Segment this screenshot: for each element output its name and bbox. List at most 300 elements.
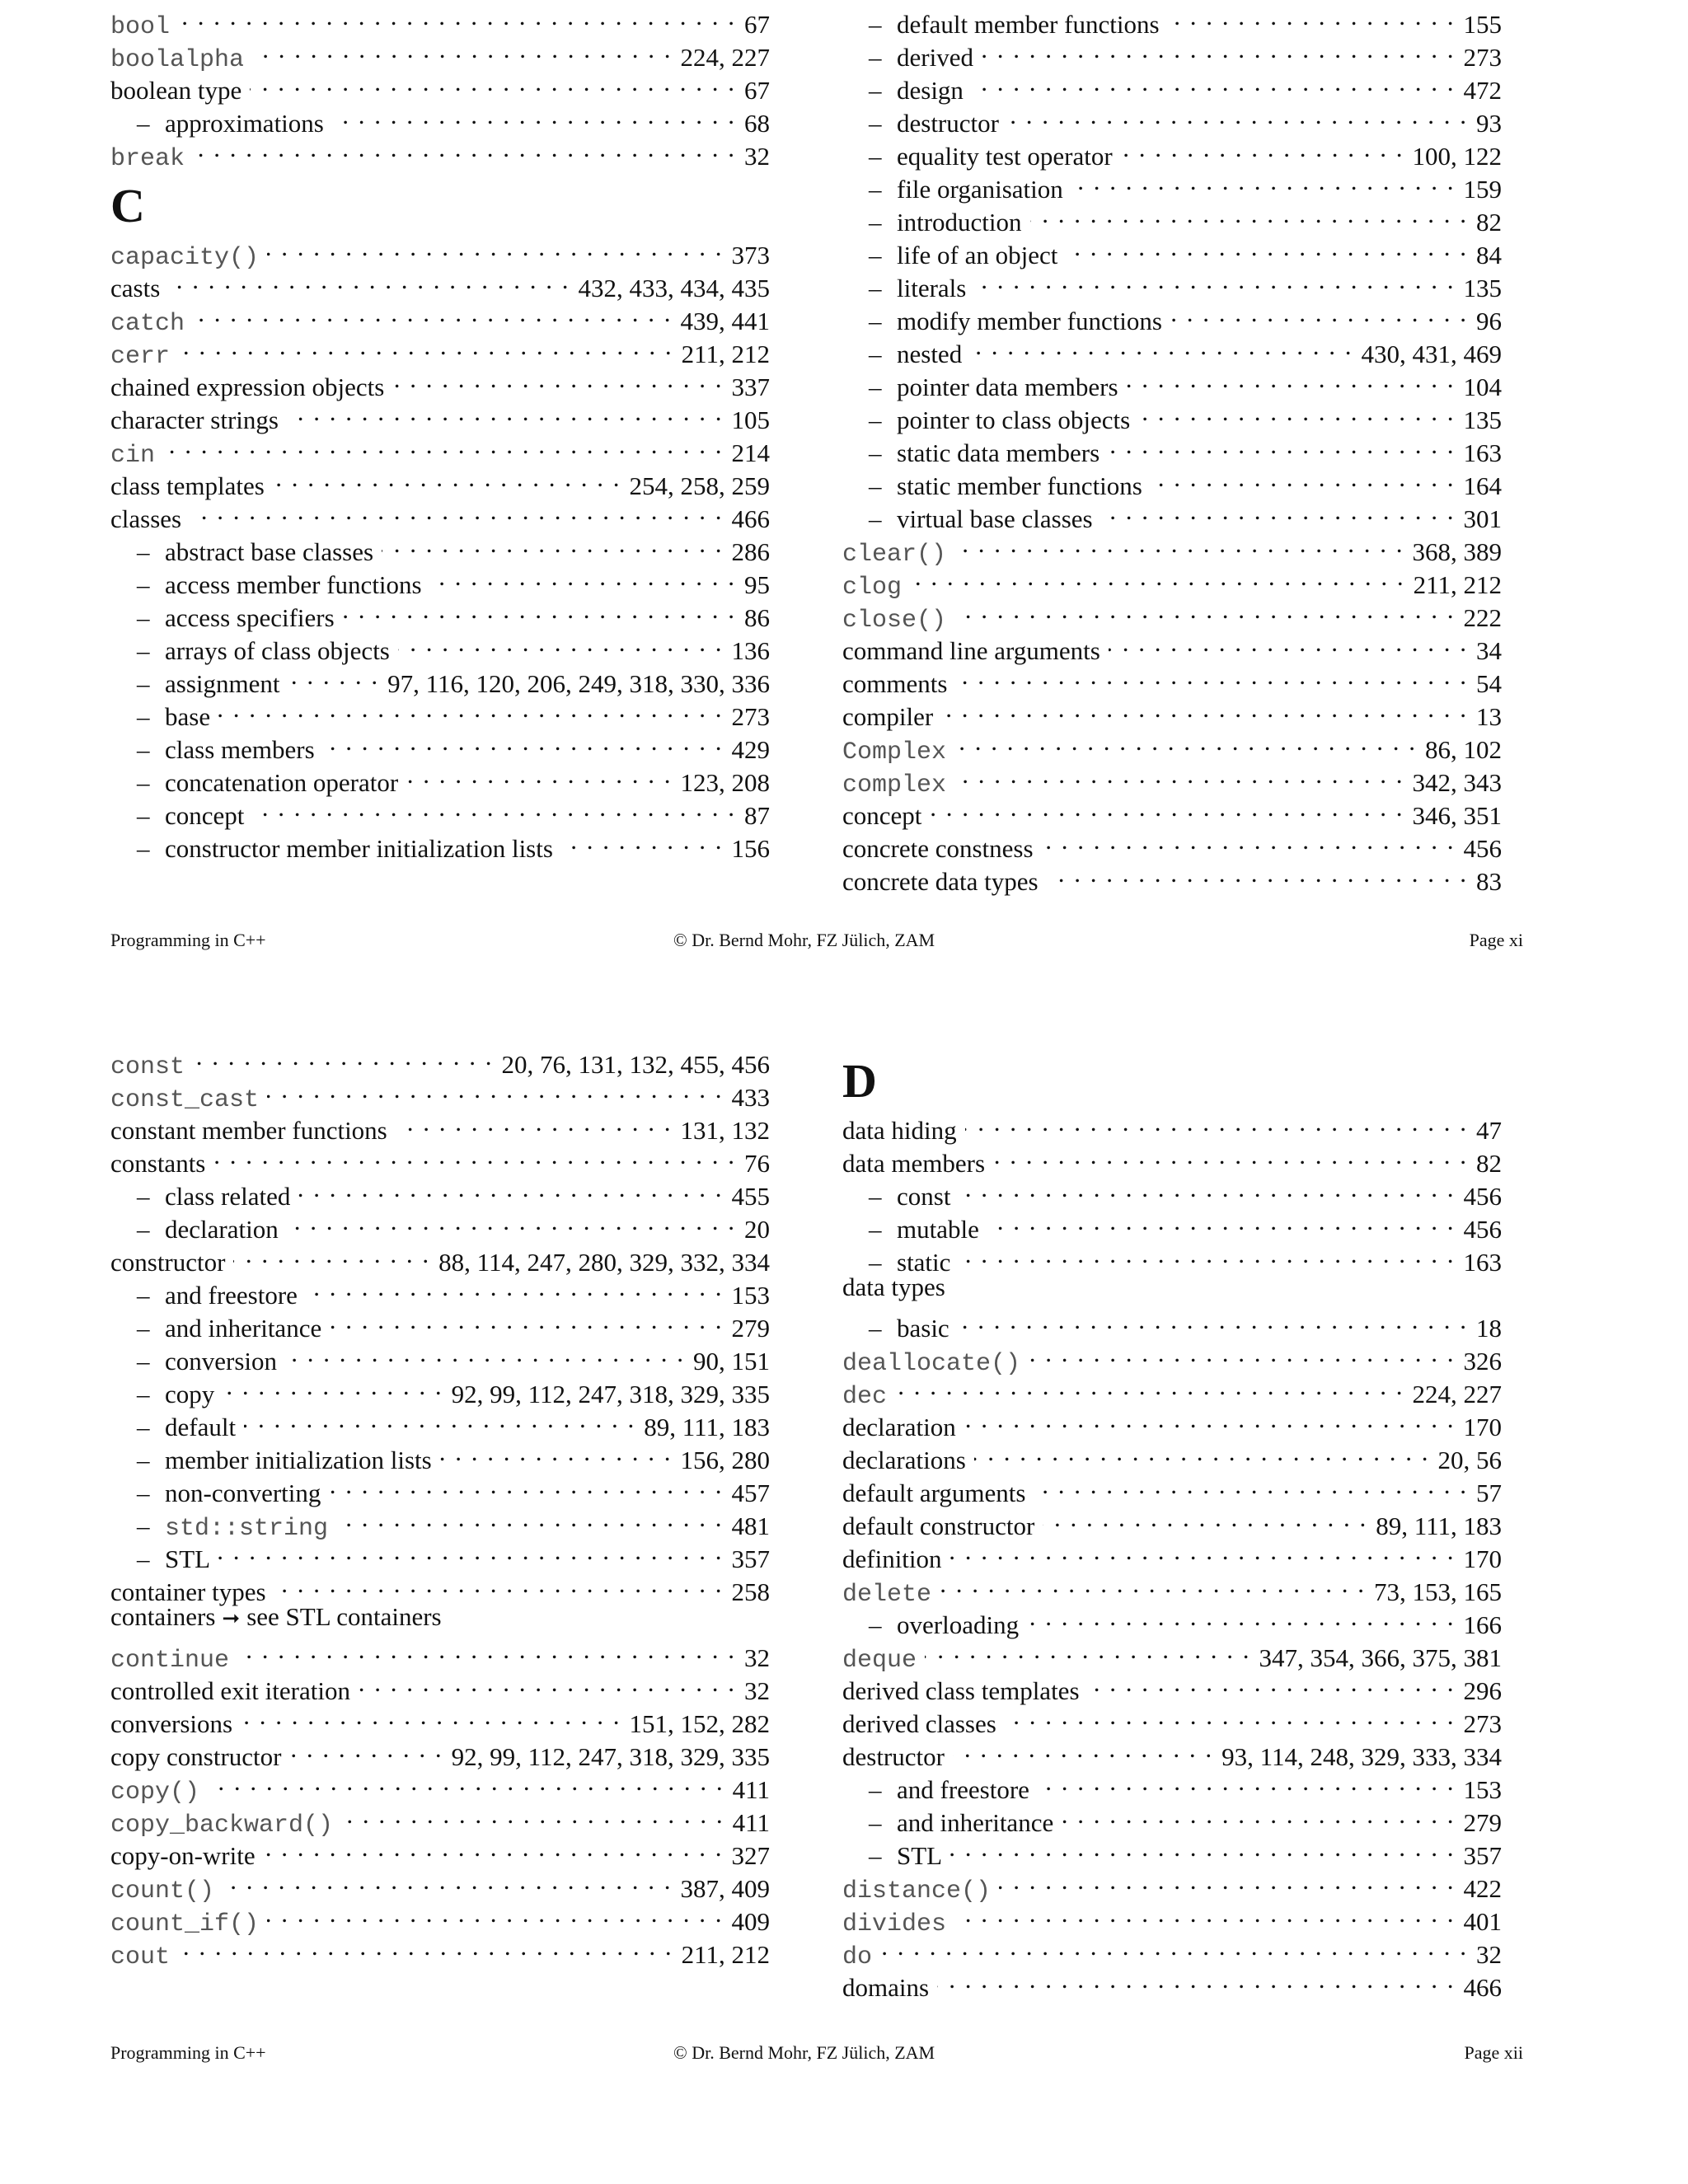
dot-leader — [274, 1568, 724, 1601]
dot-leader — [1062, 1798, 1455, 1831]
dot-leader — [950, 1535, 1456, 1568]
index-term-text: virtual base classes — [897, 504, 1093, 533]
page-references: 73, 153, 165 — [1374, 1577, 1502, 1606]
dot-leader — [223, 1370, 443, 1403]
subentry-dash: – — [137, 570, 150, 599]
dot-leader — [218, 692, 723, 725]
subentry-dash: – — [869, 10, 882, 39]
index-term — [842, 1576, 931, 1611]
page-references: 32 — [744, 1676, 770, 1705]
index-term — [869, 107, 999, 140]
subentry-dash: – — [137, 603, 150, 632]
index-entry — [842, 1963, 1502, 2002]
subentry-dash: – — [137, 1281, 150, 1310]
index-term — [110, 41, 244, 77]
index-term — [110, 1872, 214, 1908]
index-term-text: access specifiers — [165, 603, 335, 632]
page-references: 373 — [731, 241, 770, 269]
index-term-text: Complex — [842, 738, 947, 766]
index-term-text: approximations — [165, 109, 324, 138]
index-term — [842, 1642, 917, 1677]
dot-leader — [1170, 297, 1468, 330]
subentry-dash: – — [137, 1314, 150, 1343]
dot-leader — [178, 0, 736, 33]
dot-leader — [343, 593, 736, 626]
page-references: 68 — [744, 109, 770, 138]
index-term-text: copy constructor — [110, 1742, 282, 1771]
subentry-dash: – — [137, 801, 150, 830]
subentry-dash: – — [137, 1511, 150, 1540]
index-entry — [842, 692, 1502, 731]
index-term — [110, 305, 185, 340]
dot-leader — [1138, 396, 1455, 429]
page-references: 387, 409 — [680, 1874, 770, 1903]
dot-leader — [895, 1370, 1404, 1403]
index-term-text: constructor member initialization lists — [165, 834, 553, 863]
dot-leader — [930, 791, 1404, 824]
page-references: 20, 76, 131, 132, 455, 456 — [501, 1050, 770, 1079]
dot-leader — [289, 1732, 443, 1765]
index-term — [137, 733, 315, 766]
page-xi-right-column — [842, 0, 1502, 896]
page-references: 96 — [1476, 307, 1502, 335]
subentry-dash: – — [869, 1808, 882, 1837]
page-references: 153 — [1463, 1775, 1502, 1804]
index-term-text: compiler — [842, 702, 934, 731]
dot-leader — [233, 1238, 430, 1271]
dot-leader — [1043, 1502, 1367, 1535]
subentry-dash: – — [869, 76, 882, 105]
index-term-text: domains — [842, 1973, 930, 2002]
dot-leader — [970, 330, 1353, 363]
dot-leader — [332, 99, 736, 132]
footer-copyright: © Dr. Bernd Mohr, FZ Jülich, ZAM — [673, 2042, 935, 2063]
index-term — [842, 865, 1039, 898]
dot-leader — [223, 1864, 672, 1897]
index-term — [842, 1543, 942, 1576]
index-entry — [110, 494, 770, 533]
page-references: 254, 258, 259 — [629, 471, 770, 500]
page-references: 32 — [1476, 1940, 1502, 1969]
subentry-dash: – — [869, 274, 882, 302]
index-term-text: overloading — [897, 1610, 1020, 1639]
index-term-text: destructor — [842, 1742, 945, 1771]
index-term-text: STL — [165, 1544, 211, 1573]
index-term-text: complex — [842, 771, 947, 799]
page-references: 301 — [1463, 504, 1502, 533]
index-term-text: command line arguments — [842, 636, 1100, 665]
index-term — [842, 569, 902, 604]
index-entry — [842, 1666, 1502, 1705]
page-references: 222 — [1463, 603, 1502, 632]
index-term-text: distance() — [842, 1877, 992, 1905]
subentry-dash: – — [869, 405, 882, 434]
subentry-dash: – — [137, 537, 150, 566]
page-references: 34 — [1476, 636, 1502, 665]
index-term-text: containers — [110, 1602, 216, 1631]
dot-leader — [1027, 1601, 1455, 1633]
page-xi-left-column — [110, 0, 770, 863]
page-references: 93, 114, 248, 329, 333, 334 — [1221, 1742, 1502, 1771]
page-references: 156, 280 — [680, 1446, 770, 1474]
index-term-text: declaration — [165, 1215, 279, 1244]
index-term — [842, 1114, 957, 1147]
page-references: 273 — [1463, 43, 1502, 72]
index-term-text: controlled exit iteration — [110, 1676, 350, 1705]
index-term-text: copy-on-write — [110, 1841, 256, 1870]
page-references: 32 — [744, 1643, 770, 1672]
page-references: 163 — [1463, 1248, 1502, 1277]
page-references: 411 — [732, 1808, 770, 1837]
page-references: 342, 343 — [1412, 768, 1502, 797]
page-references: 411 — [732, 1775, 770, 1804]
page-references: 135 — [1463, 405, 1502, 434]
index-term-text: cin — [110, 442, 156, 470]
index-term — [869, 41, 973, 74]
dot-leader — [880, 1930, 1468, 1963]
page-references: 47 — [1476, 1116, 1502, 1145]
page-references: 57 — [1476, 1479, 1502, 1507]
dot-leader — [178, 330, 673, 363]
index-term-text: casts — [110, 274, 161, 302]
page-references: 131, 132 — [680, 1116, 770, 1145]
page-references: 13 — [1476, 702, 1502, 731]
dot-leader — [974, 1436, 1430, 1469]
dot-leader — [1007, 99, 1468, 132]
index-term — [110, 437, 155, 472]
dot-leader — [1151, 462, 1456, 494]
dot-leader — [213, 1139, 736, 1172]
index-term — [137, 799, 244, 832]
index-term-text: copy() — [110, 1779, 200, 1807]
index-term — [137, 701, 210, 733]
page-references: 54 — [1476, 669, 1502, 698]
subentry-dash: – — [137, 1479, 150, 1507]
subentry-dash: – — [137, 109, 150, 138]
index-subentry — [110, 1172, 770, 1211]
subentry-dash: – — [137, 1347, 150, 1376]
index-term-text: boolalpha — [110, 46, 245, 74]
page-references: 67 — [744, 10, 770, 39]
subentry-dash: – — [869, 1314, 882, 1343]
footer-course-title: Programming in C++ — [110, 930, 266, 950]
page-references: 279 — [1463, 1808, 1502, 1837]
index-term — [869, 1180, 950, 1213]
dot-leader — [964, 1403, 1456, 1436]
dot-leader — [1121, 132, 1404, 165]
index-term — [869, 404, 1130, 437]
index-term — [137, 602, 335, 635]
dot-leader — [910, 560, 1405, 593]
index-term — [842, 1971, 929, 2004]
footer-course-title: Programming in C++ — [110, 2042, 266, 2063]
index-term — [137, 1543, 210, 1576]
index-term-text: deallocate() — [842, 1350, 1021, 1378]
dot-leader — [298, 1172, 723, 1205]
index-term-text: concrete data types — [842, 867, 1039, 896]
index-term — [869, 74, 964, 107]
page-references: 422 — [1463, 1874, 1502, 1903]
page-references: 357 — [1463, 1841, 1502, 1870]
page-references: 286 — [731, 537, 770, 566]
index-entry — [842, 1271, 1502, 1304]
index-term-text: mutable — [897, 1215, 979, 1244]
dot-leader — [285, 1337, 685, 1370]
index-term-text: conversion — [165, 1347, 278, 1376]
index-term — [842, 602, 946, 637]
page-references: 82 — [1476, 1149, 1502, 1178]
dot-leader — [1071, 165, 1456, 198]
index-entry — [110, 462, 770, 500]
dot-leader — [1034, 1469, 1468, 1502]
index-subentry — [110, 527, 770, 566]
page-references: 18 — [1476, 1314, 1502, 1343]
index-term — [842, 1444, 966, 1477]
index-term — [869, 437, 1100, 470]
index-term — [110, 74, 241, 107]
dot-leader — [250, 66, 736, 99]
index-term — [137, 1477, 321, 1510]
index-term-text: and inheritance — [165, 1314, 322, 1343]
index-entry — [110, 330, 770, 371]
dot-leader — [1029, 1337, 1455, 1370]
index-term-text: member initialization lists — [165, 1446, 432, 1474]
dot-leader — [1101, 494, 1456, 527]
index-entry — [842, 1106, 1502, 1145]
page-references: 95 — [744, 570, 770, 599]
dot-leader — [306, 1271, 724, 1304]
page-references: 88, 114, 247, 280, 329, 332, 334 — [438, 1248, 770, 1277]
subentry-dash: – — [869, 1182, 882, 1211]
page-references: 211, 212 — [681, 1940, 770, 1969]
subentry-dash: – — [869, 43, 882, 72]
index-term-text: modify member functions — [897, 307, 1162, 335]
index-term-text: derived classes — [842, 1709, 996, 1738]
page-references: 83 — [1476, 867, 1502, 896]
subentry-dash: – — [869, 1775, 882, 1804]
index-entry — [110, 1040, 770, 1081]
page-references: 20, 56 — [1437, 1446, 1502, 1474]
subentry-dash: – — [137, 1215, 150, 1244]
index-term-text: continue — [110, 1647, 230, 1675]
page-references: 346, 351 — [1412, 801, 1502, 830]
subentry-dash: – — [869, 1610, 882, 1639]
page-xii-right-column — [842, 1040, 1502, 2002]
index-term-text: static data members — [897, 438, 1100, 467]
page-references: 76 — [744, 1149, 770, 1178]
page-references: 472 — [1463, 76, 1502, 105]
page-references: 368, 389 — [1412, 537, 1502, 566]
page-references: 466 — [731, 504, 770, 533]
index-term — [869, 371, 1118, 404]
page-references: 432, 433, 434, 435 — [578, 274, 770, 302]
index-term-text: capacity() — [110, 244, 260, 272]
index-term — [110, 1147, 205, 1180]
index-entry — [110, 132, 770, 173]
page-references: 457 — [731, 1479, 770, 1507]
page-references: 224, 227 — [1412, 1380, 1502, 1408]
index-term — [137, 832, 553, 865]
subentry-dash: – — [137, 1413, 150, 1441]
index-entry — [110, 429, 770, 470]
index-term-text: do — [842, 1943, 873, 1971]
page-references: 159 — [1463, 175, 1502, 204]
index-term-text: std::string — [165, 1515, 329, 1543]
dot-leader — [1108, 429, 1455, 462]
page-references: 170 — [1463, 1544, 1502, 1573]
page-references: 211, 212 — [681, 340, 770, 368]
index-term-text: container types — [110, 1577, 266, 1606]
dot-leader — [193, 1040, 493, 1073]
index-term — [842, 1938, 872, 1974]
index-term — [842, 832, 1034, 865]
index-entry — [110, 1765, 770, 1807]
index-entry — [110, 231, 770, 272]
page-references: 82 — [1476, 208, 1502, 237]
index-term-text: derived — [897, 43, 973, 72]
page-references: 84 — [1476, 241, 1502, 269]
subentry-dash: – — [137, 735, 150, 764]
page-references: 296 — [1463, 1676, 1502, 1705]
dot-leader — [954, 725, 1417, 758]
page-references: 326 — [1463, 1347, 1502, 1376]
index-entry — [842, 725, 1502, 766]
dot-leader — [252, 33, 672, 66]
page-references: 433 — [731, 1083, 770, 1112]
index-term — [842, 1271, 945, 1304]
index-term — [110, 503, 181, 536]
index-term-text: const_cast — [110, 1086, 260, 1114]
index-term-text: and inheritance — [897, 1808, 1054, 1837]
page-xii-left-column — [110, 1040, 770, 1971]
subentry-dash: – — [869, 142, 882, 171]
index-letter-heading: C — [110, 179, 145, 232]
index-term-text: declaration — [842, 1413, 956, 1441]
index-term-text: clear() — [842, 541, 947, 569]
subentry-dash: – — [137, 636, 150, 665]
index-entry — [842, 824, 1502, 863]
index-term-text: class templates — [110, 471, 265, 500]
index-term — [869, 338, 962, 371]
page-references: 279 — [731, 1314, 770, 1343]
subentry-dash: – — [137, 1182, 150, 1211]
index-term-text: abstract base classes — [165, 537, 374, 566]
dot-leader — [398, 626, 724, 659]
dot-leader — [382, 527, 723, 560]
index-term-text: pointer to class objects — [897, 405, 1131, 434]
index-term-text: close() — [842, 607, 947, 635]
index-term-text: character strings — [110, 405, 279, 434]
subentry-dash: – — [869, 373, 882, 401]
page-references: 92, 99, 112, 247, 318, 329, 335 — [451, 1380, 770, 1408]
index-term — [110, 1601, 442, 1635]
dot-leader — [193, 132, 736, 165]
page-references: 89, 111, 183 — [644, 1413, 770, 1441]
index-term-text: bool — [110, 13, 171, 41]
dot-leader — [396, 1106, 673, 1139]
index-term-text: constructor — [110, 1248, 226, 1277]
dot-leader — [959, 1238, 1455, 1271]
index-entry — [842, 560, 1502, 602]
index-term — [137, 1279, 298, 1312]
dot-leader — [954, 758, 1404, 791]
index-term-text: pointer data members — [897, 373, 1118, 401]
index-subentry — [842, 1601, 1502, 1639]
index-term-text: STL — [897, 1841, 943, 1870]
dot-leader — [561, 824, 724, 857]
index-term-text: access member functions — [165, 570, 422, 599]
index-term — [110, 1642, 229, 1677]
page-references: 430, 431, 469 — [1361, 340, 1502, 368]
subentry-dash: – — [869, 241, 882, 269]
index-entry — [110, 1073, 770, 1114]
dot-leader — [392, 363, 723, 396]
index-term-text: equality test operator — [897, 142, 1113, 171]
page-references: 135 — [1463, 274, 1502, 302]
index-term-text: delete — [842, 1581, 932, 1609]
index-term — [137, 1378, 214, 1411]
subentry-dash: – — [137, 1446, 150, 1474]
index-term-text: classes — [110, 504, 182, 533]
index-term-text: cout — [110, 1943, 171, 1971]
dot-leader — [1066, 231, 1468, 264]
index-term — [110, 8, 170, 44]
page-references: 153 — [731, 1281, 770, 1310]
subentry-dash: – — [869, 471, 882, 500]
page-references: 105 — [731, 405, 770, 434]
dot-leader — [323, 725, 724, 758]
index-letter-heading: D — [842, 1054, 877, 1108]
page-references: 224, 227 — [680, 43, 770, 72]
index-entry — [110, 297, 770, 338]
index-term — [110, 1774, 199, 1809]
index-term — [842, 1411, 956, 1444]
footer-page-number: Page xi — [1469, 930, 1523, 950]
subentry-dash: – — [869, 1841, 882, 1870]
dot-leader — [406, 758, 672, 791]
index-term-text: literals — [897, 274, 967, 302]
page-references: 170 — [1463, 1413, 1502, 1441]
index-entry — [110, 1601, 770, 1633]
page-references: 136 — [731, 636, 770, 665]
page-references: 151, 152, 282 — [629, 1709, 770, 1738]
index-term-text: class members — [165, 735, 315, 764]
page-references: 455 — [731, 1182, 770, 1211]
index-term-text: const — [897, 1182, 951, 1211]
page-references: 456 — [1463, 1182, 1502, 1211]
dot-leader — [287, 1205, 736, 1238]
page-references: 273 — [1463, 1709, 1502, 1738]
dot-leader — [288, 659, 380, 692]
index-term — [842, 1477, 1025, 1510]
index-term-text: default member functions — [897, 10, 1160, 39]
subentry-dash: – — [137, 768, 150, 797]
index-term — [110, 338, 170, 373]
dot-leader — [965, 1106, 1468, 1139]
index-entry — [842, 1568, 1502, 1609]
index-term-text: file organisation — [897, 175, 1063, 204]
page-references: 86 — [744, 603, 770, 632]
index-term-text: declarations — [842, 1446, 966, 1474]
index-term-text: constants — [110, 1149, 206, 1178]
page-references: 156 — [731, 834, 770, 863]
page-references: 163 — [1463, 438, 1502, 467]
index-term — [110, 272, 160, 305]
index-term-text: break — [110, 145, 185, 173]
subentry-dash: – — [137, 1544, 150, 1573]
page-references: 67 — [744, 76, 770, 105]
dot-leader — [987, 1205, 1456, 1238]
